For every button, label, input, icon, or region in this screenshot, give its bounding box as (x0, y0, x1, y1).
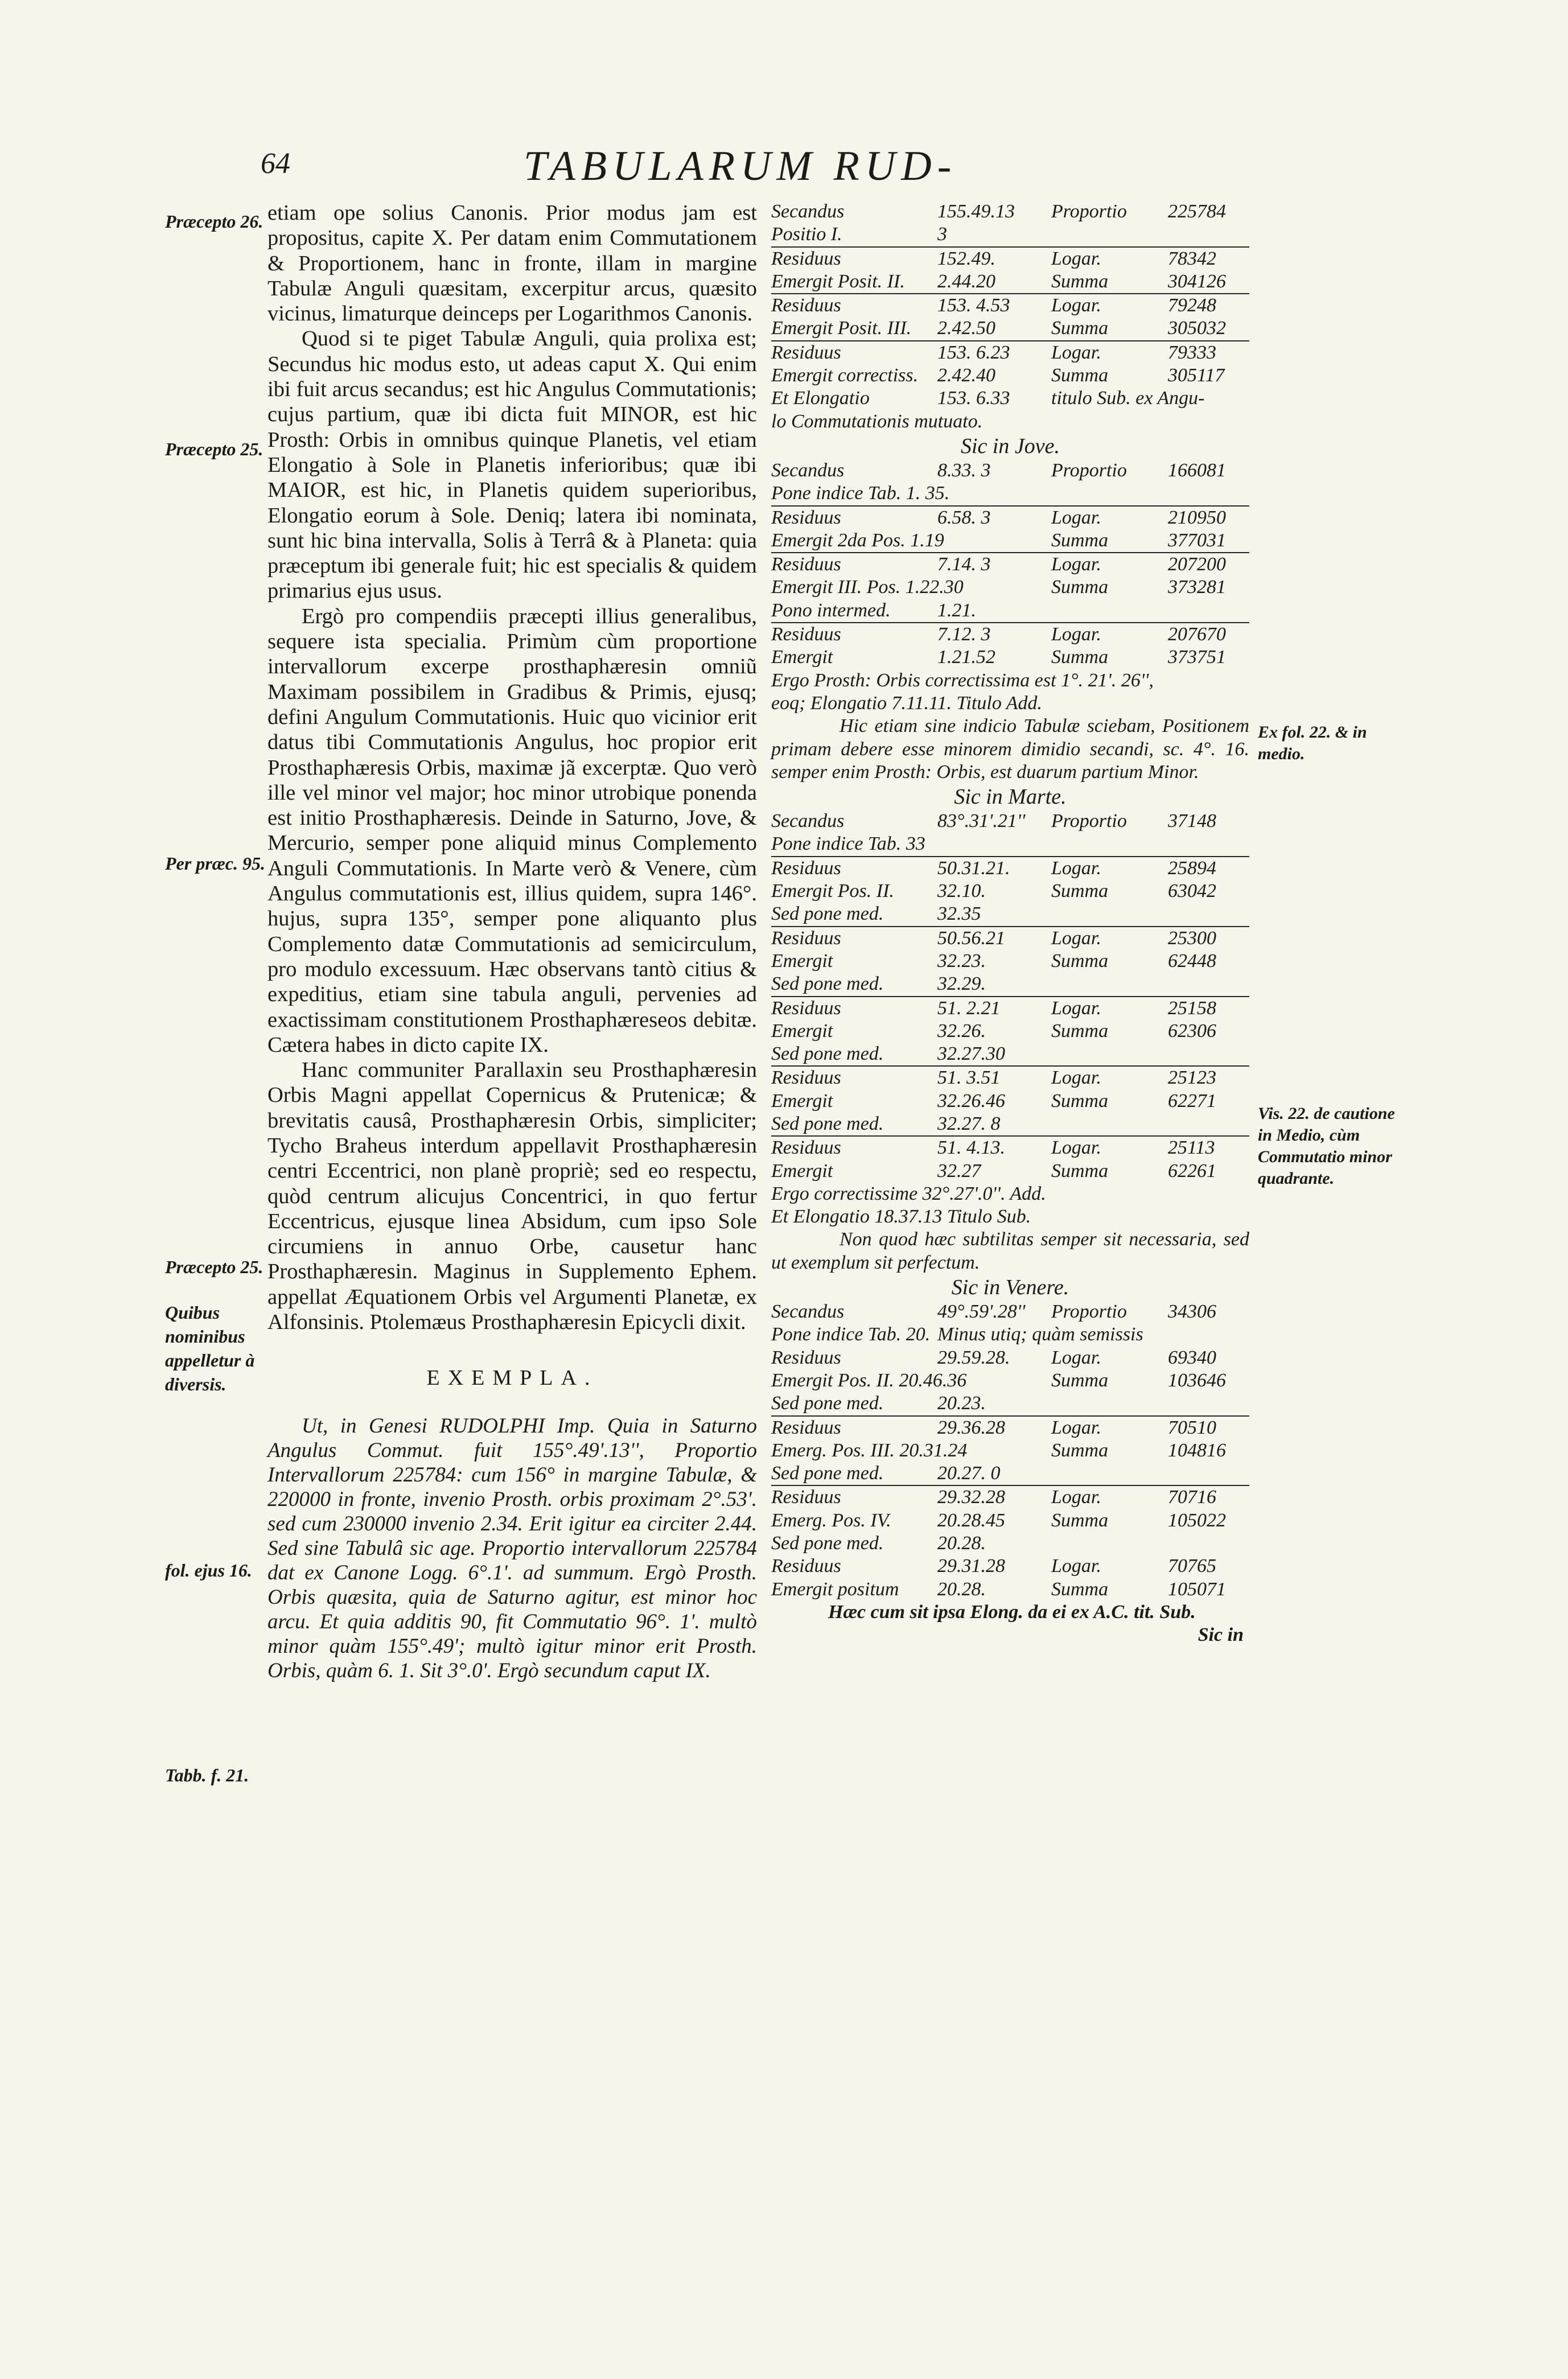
table-row: Emergit III. Pos. 1.22.30 Summa 373281 (771, 577, 1226, 598)
table-row: Positio I. 3 (771, 224, 947, 245)
table-row: Pono intermed. 1.21. (771, 599, 976, 621)
left-column (267, 200, 757, 1683)
running-head: TABULARUM RUD- (524, 143, 957, 190)
saturn-note: lo Commutationis mutuato. (771, 410, 983, 432)
table-row: Residuus 51. 3.51 Logar. 25123 (771, 1065, 1249, 1089)
example-text: Ut, in Genesi RUDOLPHI Imp. Quia in Saturno Angulus Commut. fuit 155°.49'.13'', Proportio Intervallorum 225784: cum 156° in margine Tabulæ, & 220000 in fronte, invenio Prosth. orbis proximam 2°.53'. sed cum 230000 invenio 2.34. Erit igitur ea circiter 2.44. Sed sine Tabulâ sic age. Proportio intervallorum 225784 dat ex Canone Logg. 6°.1'. ad summum. Ergò Prosth. Orbis quæsita, quia de Saturno agitur, est minor hoc arcu. Et quia additis 90, fit Commutatio 96°. 1'. multò minor quàm 155°.49'; multò igitur minor erit Prosth. Orbis, quàm 6. 1. Sit 3°.0'. Ergò secundum caput IX. (267, 1414, 757, 1682)
table-row: Emergit Posit. III. 2.42.50 Summa 305032 (771, 318, 1226, 339)
margin-note: Præcepto 26. (165, 211, 264, 232)
table-row: Sed pone med. 32.27.30 (771, 1043, 1005, 1065)
table-row: Residuus 29.32.28 Logar. 70716 (771, 1485, 1249, 1509)
table-row: Residuus 29.59.28. Logar. 69340 (771, 1347, 1216, 1368)
margin-note: Præcepto 25. (165, 439, 264, 459)
mars-note: Et Elongatio 18.37.13 Titulo Sub. (771, 1206, 1031, 1228)
catchword: Sic in (1197, 1624, 1244, 1646)
venus-heading: Sic in Venere. (951, 1275, 1069, 1300)
margin-note: Per præc. 95. (165, 853, 265, 874)
table-row: Residuus 50.31.21. Logar. 25894 (771, 856, 1249, 880)
examples-heading: EXEMPLA. (426, 1366, 598, 1390)
table-row: Residuus 50.56.21 Logar. 25300 (771, 926, 1249, 950)
table-row: Pone indice Tab. 1. 35. (771, 483, 950, 504)
table-row: Residuus 29.31.28 Logar. 70765 (771, 1555, 1216, 1577)
table-row: Emergit 32.27 Summa 62261 (771, 1160, 1216, 1182)
mars-note: Non quod hæc subtilitas semper sit necessaria, sed ut exemplum sit perfectum. (771, 1229, 1249, 1273)
table-row: Emergit 32.26.46 Summa 62271 (771, 1090, 1216, 1112)
paragraph: Hanc communiter Parallaxin seu Prosthaphæresin Orbis Magni appellat Copernicus & Prutenicæ; & brevitatis causâ, Prosthaphæresin Orbis, simpliciter; Tycho Braheus interdum appellavit Prosthaphæresin centri Eccentrici, non planè propriè; sed eo respectu, quòd centrum alicujus Concentrici, in quo fertur Eccentricus, ejusque linea Absidum, cum ipso Sole circumiens in annuo Orbe, causetur hanc Prosthaphæresin. Maginus in Supplemento Ephem. appellat Æquationem Orbis vel Argumenti Planetæ, ex Alfonsinis. Ptolemæus Prosthaphæresin Epicycli dixit. (267, 1058, 757, 1335)
table-row: Emergit 32.26. Summa 62306 (771, 1020, 1216, 1042)
table-row: Residuus 153. 6.23 Logar. 79333 (771, 340, 1249, 364)
table-row: Residuus 7.14. 3 Logar. 207200 (771, 552, 1249, 576)
table-row: Secandus 155.49.13 Proportio 225784 (771, 201, 1226, 222)
table-row: Sed pone med. 20.27. 0 (771, 1463, 1001, 1484)
margin-note: Vis. 22. de cautione in Medio, cùm Commutatio minor quadrante. (1258, 1104, 1395, 1188)
table-row: Sed pone med. 32.29. (771, 973, 986, 995)
jove-table (771, 459, 1249, 784)
jove-note: Hic etiam sine indicio Tabulæ sciebam, Positionem primam debere esse minorem dimidio secandi, sc. 4°. 16. semper enim Prosth: Orbis, est duarum partium Minor. (771, 715, 1249, 783)
margin-note: Præcepto 25. (165, 1257, 264, 1277)
table-row: Emergit positum 20.28. Summa 105071 (771, 1578, 1226, 1600)
venus-note: Hæc cum sit ipsa Elong. da ei ex A.C. tit. Sub. (828, 1601, 1196, 1623)
table-row: Pone indice Tab. 20. Minus utiq; quàm semissis (771, 1324, 1143, 1345)
table-row: Emergit Pos. II. 32.10. Summa 63042 (771, 880, 1216, 902)
page-number: 64 (261, 147, 290, 180)
mars-note: Ergo correctissime 32°.27'.0''. Add. (771, 1183, 1046, 1204)
jove-note: eoq; Elongatio 7.11.11. Titulo Add. (771, 692, 1042, 714)
table-row: Residuus 29.36.28 Logar. 70510 (771, 1415, 1249, 1439)
table-row: Sed pone med. 32.35 (771, 903, 981, 925)
table-row: Emerg. Pos. IV. 20.28.45 Summa 105022 (771, 1509, 1226, 1531)
table-row: Residuus 153. 4.53 Logar. 79248 (771, 293, 1249, 317)
paragraph: Ergò pro compendiis præcepti illius generalibus, sequere ista specialia. Primùm cùm proportione intervallorum excerpe prosthaphæresin omniũ Maximam possibilem in Gradibus & Primis, ejusq; defini Angulum Commutationis. Huic quo vicinior erit datus tibi Commutationis Angulus, hoc propior erit Prosthaphæresis Orbis, maximæ jã excerptæ. Quo verò ille vel minor vel major; hoc minor utrobique ponenda est initio Prosthaphæresis. Deinde in Saturno, Jove, & Mercurio, semper pone aliquid minus Complemento Anguli Commutationis. In Marte verò & Venere, cùm Angulus commutationis est, illius quidem, supra 146°. hujus, supra 135°, semper pone aliquanto plus Complemento datæ Commutationis ad semicirculum, pro modulo excessuum. Hæc observans tantò citius & expeditius, etiam sine tabula anguli, pervenies ad exactissimam constitutionem Prosthaphæreseos debitæ. Cætera habes in dicto capite IX. (267, 604, 757, 1057)
table-row: Residuus 51. 2.21 Logar. 25158 (771, 996, 1249, 1020)
paragraph: etiam ope solius Canonis. Prior modus jam est propositus, capite X. Per datam enim Commutationem & Proportionem, hanc in fronte, illam in margine Tabulæ Anguli quæsitam, excerpitur arcus, quæsito vicinus, limaturque deinceps per Logarithmos Canonis. (267, 201, 757, 326)
margin-note: Ex fol. 22. & in medio. (1258, 723, 1367, 763)
table-row: Pone indice Tab. 33 (771, 833, 925, 855)
table-row: Residuus 51. 4.13. Logar. 25113 (771, 1135, 1249, 1159)
table-row: Et Elongatio 153. 6.33 titulo Sub. ex Angu- (771, 388, 1205, 409)
jove-heading: Sic in Jove. (960, 434, 1060, 458)
table-row: Sed pone med. 20.28. (771, 1533, 986, 1554)
table-row: Secandus 49°.59'.28'' Proportio 34306 (771, 1301, 1216, 1323)
table-row: Emergit correctiss. 2.42.40 Summa 305117 (771, 365, 1225, 386)
table-row: Emergit Pos. II. 20.46.36 Summa 103646 (771, 1369, 1226, 1391)
paragraph: Quod si te piget Tabulæ Anguli, quia prolixa est; Secundus hic modus esto, ut adeas caput X. Qui enim ibi fuit arcus secandus; est hic Angulus Commutationis; cujus partium, quæ ibi dicta fuit MINOR, est hic Prosth: Orbis in omnibus quinque Planetis, vel etiam Elongatio à Sole in Planetis inferioribus; quæ ibi MAIOR, est hic, in Planetis quidem superioribus, Elongatio eorum à Sole. Deniq; latera ibi nominata, sunt hic bina intervalla, Solis à Terrâ & à Planeta: quia præceptum ibi generale fuit; hic est specialis & quidem primarius ejus usus. (267, 327, 757, 603)
venus-table (771, 1300, 1249, 1647)
jove-note: Ergo Prosth: Orbis correctissima est 1°. 21'. 26'', (771, 669, 1154, 691)
mars-table (771, 810, 1249, 1274)
table-row: Emergit 32.23. Summa 62448 (771, 950, 1216, 972)
margin-note: fol. ejus 16. (165, 1560, 252, 1580)
table-row: Emergit 2da Pos. 1.19 Summa 377031 (771, 529, 1226, 551)
margin-note: Tabb. f. 21. (165, 1765, 249, 1785)
table-row: Secandus 83°.31'.21'' Proportio 37148 (771, 810, 1216, 832)
right-column (771, 200, 1249, 1647)
margin-note: Quibus nominibus appelletur à diversis. (165, 1302, 255, 1394)
table-row: Sed pone med. 20.23. (771, 1393, 986, 1414)
table-row: Residuus 6.58. 3 Logar. 210950 (771, 505, 1249, 529)
mars-heading: Sic in Marte. (954, 785, 1067, 809)
table-row: Residuus 152.49. Logar. 78342 (771, 246, 1249, 270)
table-row: Residuus 7.12. 3 Logar. 207670 (771, 622, 1249, 646)
table-row: Emergit 1.21.52 Summa 373751 (771, 647, 1226, 668)
table-row: Secandus 8.33. 3 Proportio 166081 (771, 459, 1226, 481)
table-row: Sed pone med. 32.27. 8 (771, 1113, 1001, 1134)
saturn-table (771, 200, 1249, 433)
table-row: Emerg. Pos. III. 20.31.24 Summa 104816 (771, 1439, 1226, 1461)
table-row: Emergit Posit. II. 2.44.20 Summa 304126 (771, 270, 1226, 292)
